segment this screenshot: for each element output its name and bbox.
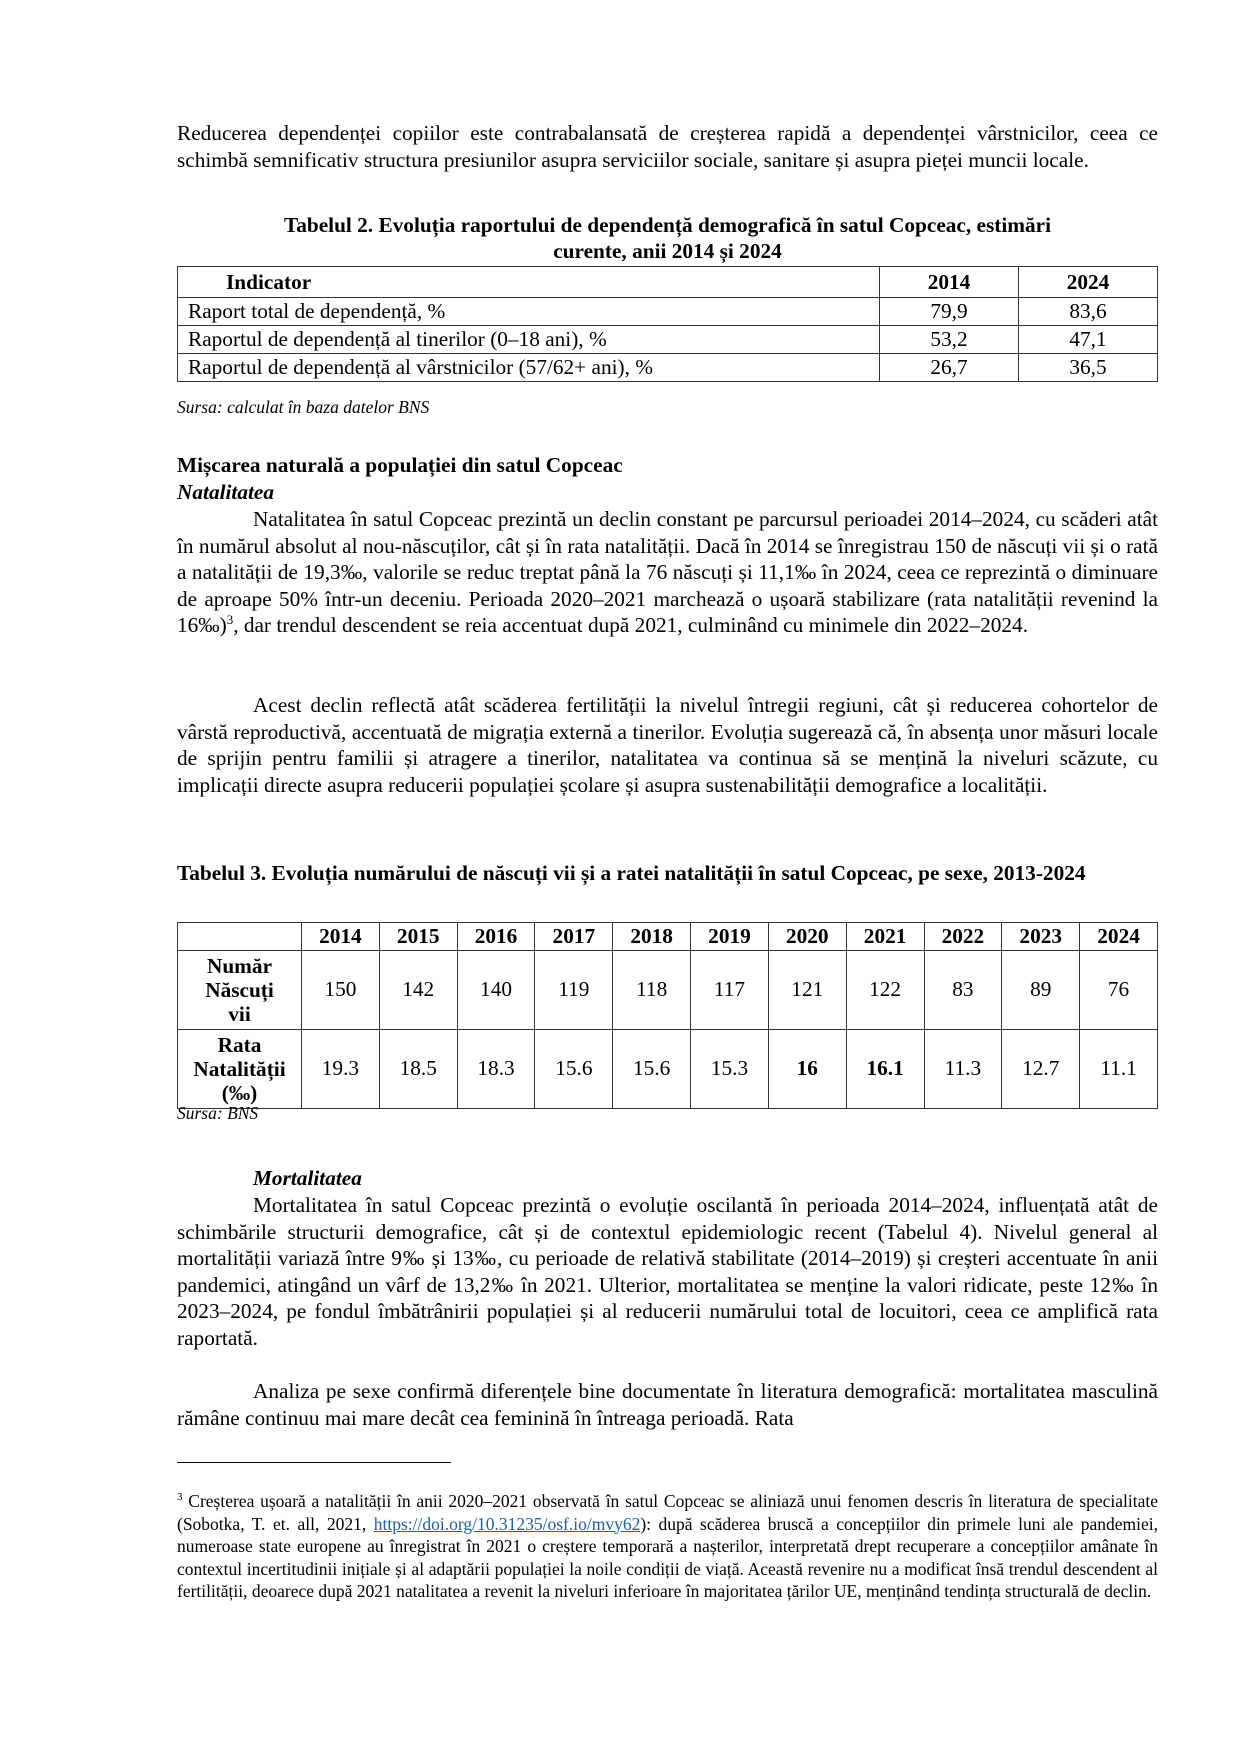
value-2014-cell: 53,2 — [880, 326, 1019, 354]
value-2024-cell: 47,1 — [1019, 326, 1158, 354]
doi-link[interactable]: https://doi.org/10.31235/osf.io/mvy62 — [373, 1513, 641, 1534]
dependency-ratio-table — [177, 266, 1158, 382]
natalitate-paragraph-1-tail: , dar trendul descendent se reia accentuat după 2021, culminând cu minimele din 2022–2024. — [233, 613, 1029, 637]
row-label-birth-rate — [178, 1029, 302, 1108]
table-row — [178, 354, 1158, 382]
births-value-cell: 83 — [924, 950, 1002, 1029]
year-header-cell: 2016 — [457, 923, 535, 951]
row-label-births — [178, 950, 302, 1029]
births-value-cell: 121 — [768, 950, 846, 1029]
table3-caption: Tabelul 3. Evoluția numărului de născuți vii și a ratei natalității în satul Copceac, pe sexe, 2013-2024 — [177, 861, 1086, 885]
table3-corner-cell — [178, 923, 302, 951]
year-header-cell: 2019 — [691, 923, 769, 951]
year-header-cell: 2020 — [768, 923, 846, 951]
table2-caption — [177, 212, 1158, 264]
year-header-cell: 2014 — [302, 923, 380, 951]
natalitate-paragraph-1 — [177, 506, 1158, 639]
table-row — [178, 326, 1158, 354]
value-2024-cell: 36,5 — [1019, 354, 1158, 382]
table3-header-row — [178, 923, 1158, 951]
value-2014-cell: 79,9 — [880, 298, 1019, 326]
value-2014-cell: 26,7 — [880, 354, 1019, 382]
births-value-cell: 118 — [613, 950, 691, 1029]
year-header-cell: 2023 — [1002, 923, 1080, 951]
table2-header-indicator: Indicator — [178, 267, 880, 298]
section-heading: Mișcarea naturală a populației din satul Copceac — [177, 453, 623, 477]
mortalitate-paragraph-2: Analiza pe sexe confirmă diferențele bine documentate în literatura demografică: mortalitatea masculină rămâne continuu mai mare decât cea feminină în întreaga perioadă. Rata — [177, 1379, 1158, 1430]
table2-caption-line2: curente, anii 2014 și 2024 — [553, 239, 782, 263]
table2-caption-line1: Tabelul 2. Evoluția raportului de dependență demografică în satul Copceac, estimări — [283, 213, 1052, 237]
footnote-number: 3 — [177, 1491, 183, 1503]
mortalitate-heading: Mortalitatea — [253, 1166, 362, 1190]
birth-rate-value-cell: 12.7 — [1002, 1029, 1080, 1108]
birth-rate-value-cell: 19.3 — [302, 1029, 380, 1108]
row-label-line: Natalității — [193, 1056, 286, 1081]
row-label-line: Rata — [217, 1032, 262, 1057]
table3-source: Sursa: BNS — [177, 1103, 259, 1123]
year-header-cell: 2022 — [924, 923, 1002, 951]
births-value-cell: 119 — [535, 950, 613, 1029]
table2-header-row — [178, 267, 1158, 298]
birth-rate-value-cell: 15.6 — [613, 1029, 691, 1108]
births-value-cell: 122 — [846, 950, 924, 1029]
footnote-reference[interactable]: 3 — [226, 612, 234, 627]
table2-source: Sursa: calculat în baza datelor BNS — [177, 397, 430, 417]
birth-rate-value-cell: 15.3 — [691, 1029, 769, 1108]
footnote-text-before-link: Creșterea ușoară a natalității în anii 2020–2021 observată în satul Copceac se aliniază unui fenomen descris în literatura de specialitate (Sobotka, T. et. all, 2021, — [177, 1491, 1158, 1534]
birth-rate-value-cell: 11.1 — [1080, 1029, 1158, 1108]
row-label-line: (‰) — [221, 1080, 258, 1105]
indicator-cell: Raportul de dependență al vârstnicilor (57/62+ ani), % — [178, 354, 880, 382]
birth-rate-value-cell: 18.3 — [457, 1029, 535, 1108]
birth-rate-value-cell: 16.1 — [846, 1029, 924, 1108]
value-2024-cell: 83,6 — [1019, 298, 1158, 326]
table-row — [178, 1029, 1158, 1108]
footnote-3 — [177, 1490, 1158, 1603]
birth-rate-value-cell: 18.5 — [379, 1029, 457, 1108]
table2-header-2014: 2014 — [880, 267, 1019, 298]
intro-paragraph: Reducerea dependenței copiilor este contrabalansată de creșterea rapidă a dependenței vârstnicilor, ceea ce schimbă semnificativ structura presiunilor asupra serviciilor sociale, sanitare și asupra pieței muncii locale. — [177, 121, 1158, 172]
birth-rate-table — [177, 922, 1158, 1109]
birth-rate-value-cell: 16 — [768, 1029, 846, 1108]
table-row — [178, 298, 1158, 326]
row-label-line: Născuți — [205, 977, 274, 1002]
year-header-cell: 2024 — [1080, 923, 1158, 951]
births-value-cell: 140 — [457, 950, 535, 1029]
table2-header-2024: 2024 — [1019, 267, 1158, 298]
year-header-cell: 2017 — [535, 923, 613, 951]
births-value-cell: 117 — [691, 950, 769, 1029]
natalitate-paragraph-1-main: Natalitatea în satul Copceac prezintă un declin constant pe parcursul perioadei 2014–2024, cu scăderi atât în numărul absolut al nou-născuților, cât și în rata natalității. Dacă în 2014 se înregistrau 150 de născuți vii și o rată a natalității de 19,3‰, valorile se reduc treptat până la 76 născuți și 11,1‰ în 2024, ceea ce reprezintă o diminuare de aproape 50% într-un deceniu. Perioada 2020–2021 marchează o ușoară stabilizare (rata natalității revenind la 16‰) — [177, 507, 1158, 637]
mortalitate-paragraph-1: Mortalitatea în satul Copceac prezintă o evoluție oscilantă în perioada 2014–2024, influențată atât de schimbările structurii demografice, cât și de contextul epidemiologic recent (Tabelul 4). Nivelul general al mortalității variază între 9‰ și 13‰, cu perioade de relativă stabilitate (2014–2019) și creșteri accentuate în anii pandemici, atingând un vârf de 13,2‰ în 2021. Ulterior, mortalitatea se menține la valori ridicate, peste 12‰ în 2023–2024, pe fondul îmbătrânirii populației și al reducerii numărului total de locuitori, ceea ce amplifică rata raportată. — [177, 1193, 1158, 1350]
births-value-cell: 142 — [379, 950, 457, 1029]
row-label-line: vii — [228, 1001, 251, 1026]
births-value-cell: 76 — [1080, 950, 1158, 1029]
birth-rate-value-cell: 15.6 — [535, 1029, 613, 1108]
footnote-text-after-link: ): după scăderea bruscă a concepțiilor din primele luni ale pandemiei, numeroase state europene au înregistrat în 2021 o creștere temporară a nașterilor, interpretată drept recuperare a concepțiilor amânate în contextul incertitudinii inițiale și al adaptării populației la noile condiții de viață. Această revenire nu a modificat însă trendul descendent al fertilității, deoarece după 2021 natalitatea a revenit la niveluri inferioare în majoritatea țărilor UE, menținând tendința structurală de declin. — [177, 1513, 1158, 1602]
birth-rate-value-cell: 11.3 — [924, 1029, 1002, 1108]
indicator-cell: Raportul de dependență al tinerilor (0–18 ani), % — [178, 326, 880, 354]
births-value-cell: 150 — [302, 950, 380, 1029]
indicator-cell: Raport total de dependență, % — [178, 298, 880, 326]
year-header-cell: 2018 — [613, 923, 691, 951]
footnote-separator — [177, 1462, 451, 1463]
natalitate-paragraph-2: Acest declin reflectă atât scăderea fertilității la nivelul întregii regiuni, cât și reducerea cohortelor de vârstă reproductivă, accentuată de migrația externă a tinerilor. Evoluția sugerează că, în absența unor măsuri locale de sprijin pentru familii și atragere a tinerilor, natalitatea va continua să se mențină la niveluri scăzute, cu implicații directe asupra reducerii populației școlare și asupra sustenabilității demografice a localității. — [177, 693, 1158, 797]
natalitate-heading: Natalitatea — [177, 480, 275, 504]
births-value-cell: 89 — [1002, 950, 1080, 1029]
row-label-line: Număr — [206, 953, 273, 978]
table-row — [178, 950, 1158, 1029]
year-header-cell: 2021 — [846, 923, 924, 951]
year-header-cell: 2015 — [379, 923, 457, 951]
